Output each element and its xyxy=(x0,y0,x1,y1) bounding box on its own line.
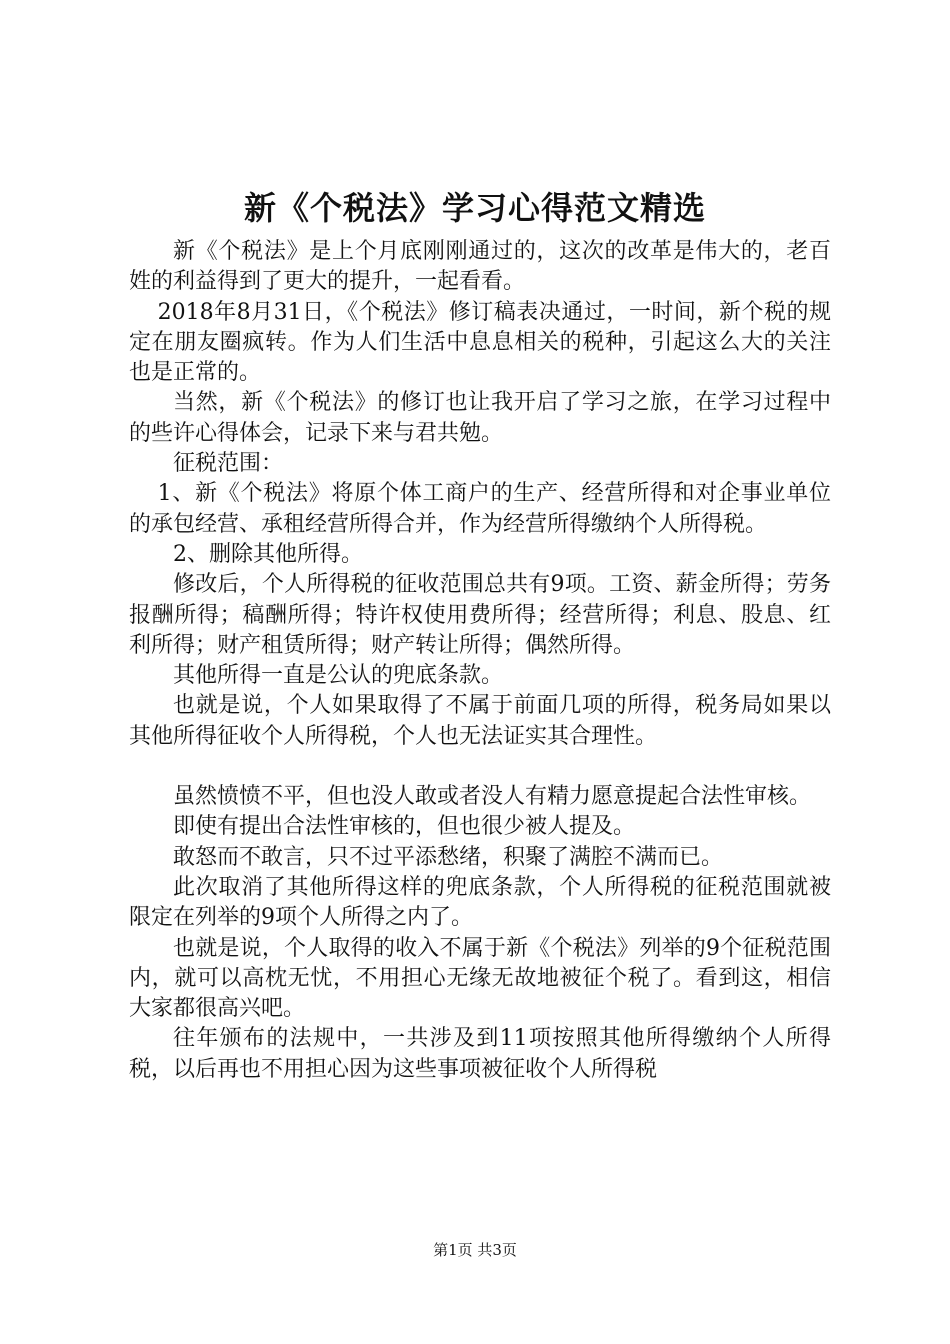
paragraph: 敢怒而不敢言，只不过平添愁绪，积聚了满腔不满而已。 xyxy=(173,844,724,870)
paragraph: 新《个税法》是上个月底刚刚通过的，这次的改革是伟大的，老百姓的利益得到了更大的提升，一起看看。 xyxy=(129,239,831,295)
paragraph: 修改后，个人所得税的征收范围总共有9项。工资、薪金所得；劳务报酬所得；稿酬所得；特许权使用费所得；经营所得；利息、股息、红利所得；财产租赁所得；财产转让所得；偶然所得。 xyxy=(129,572,831,658)
section-heading: 征税范围： xyxy=(173,451,284,477)
paragraph: 也就是说，个人如果取得了不属于前面几项的所得，税务局如果以其他所得征收个人所得税，个人也无法证实其合理性。 xyxy=(129,693,831,749)
paragraph: 其他所得一直是公认的兜底条款。 xyxy=(173,663,504,689)
paragraph: 即使有提出合法性审核的，但也很少被人提及。 xyxy=(173,814,636,840)
page-number-footer: 第1页 共3页 xyxy=(433,1241,517,1259)
paragraph: 也就是说，个人取得的收入不属于新《个税法》列举的9个征税范围内，就可以高枕无忧，不用担心无缘无故地被征个税了。看到这，相信大家都很高兴吧。 xyxy=(129,935,831,1022)
paragraph: 往年颁布的法规中，一共涉及到11项按照其他所得缴纳个人所得税，以后再也不用担心因为这些事项被征收个人所得税 xyxy=(129,1026,831,1082)
paragraph: 当然，新《个税法》的修订也让我开启了学习之旅，在学习过程中的些许心得体会，记录下来与君共勉。 xyxy=(129,390,831,446)
list-item: 1、新《个税法》将原个体工商户的生产、经营所得和对企事业单位的承包经营、承租经营所得合并，作为经营所得缴纳个人所得税。 xyxy=(129,481,831,537)
paragraph: 虽然愤愤不平，但也没人敢或者没人有精力愿意提起合法性审核。 xyxy=(173,784,812,810)
document-title: 新《个税法》学习心得范文精选 xyxy=(243,189,706,227)
list-item: 2、删除其他所得。 xyxy=(173,541,363,567)
paragraph: 此次取消了其他所得这样的兜底条款，个人所得税的征税范围就被限定在列举的9项个人所得之内了。 xyxy=(129,874,831,931)
paragraph: 2018年8月31日，《个税法》修订稿表决通过，一时间，新个税的规定在朋友圈疯转。作为人们生活中息息相关的税种，引起这么大的关注也是正常的。 xyxy=(129,299,831,386)
document-body xyxy=(129,237,831,1085)
